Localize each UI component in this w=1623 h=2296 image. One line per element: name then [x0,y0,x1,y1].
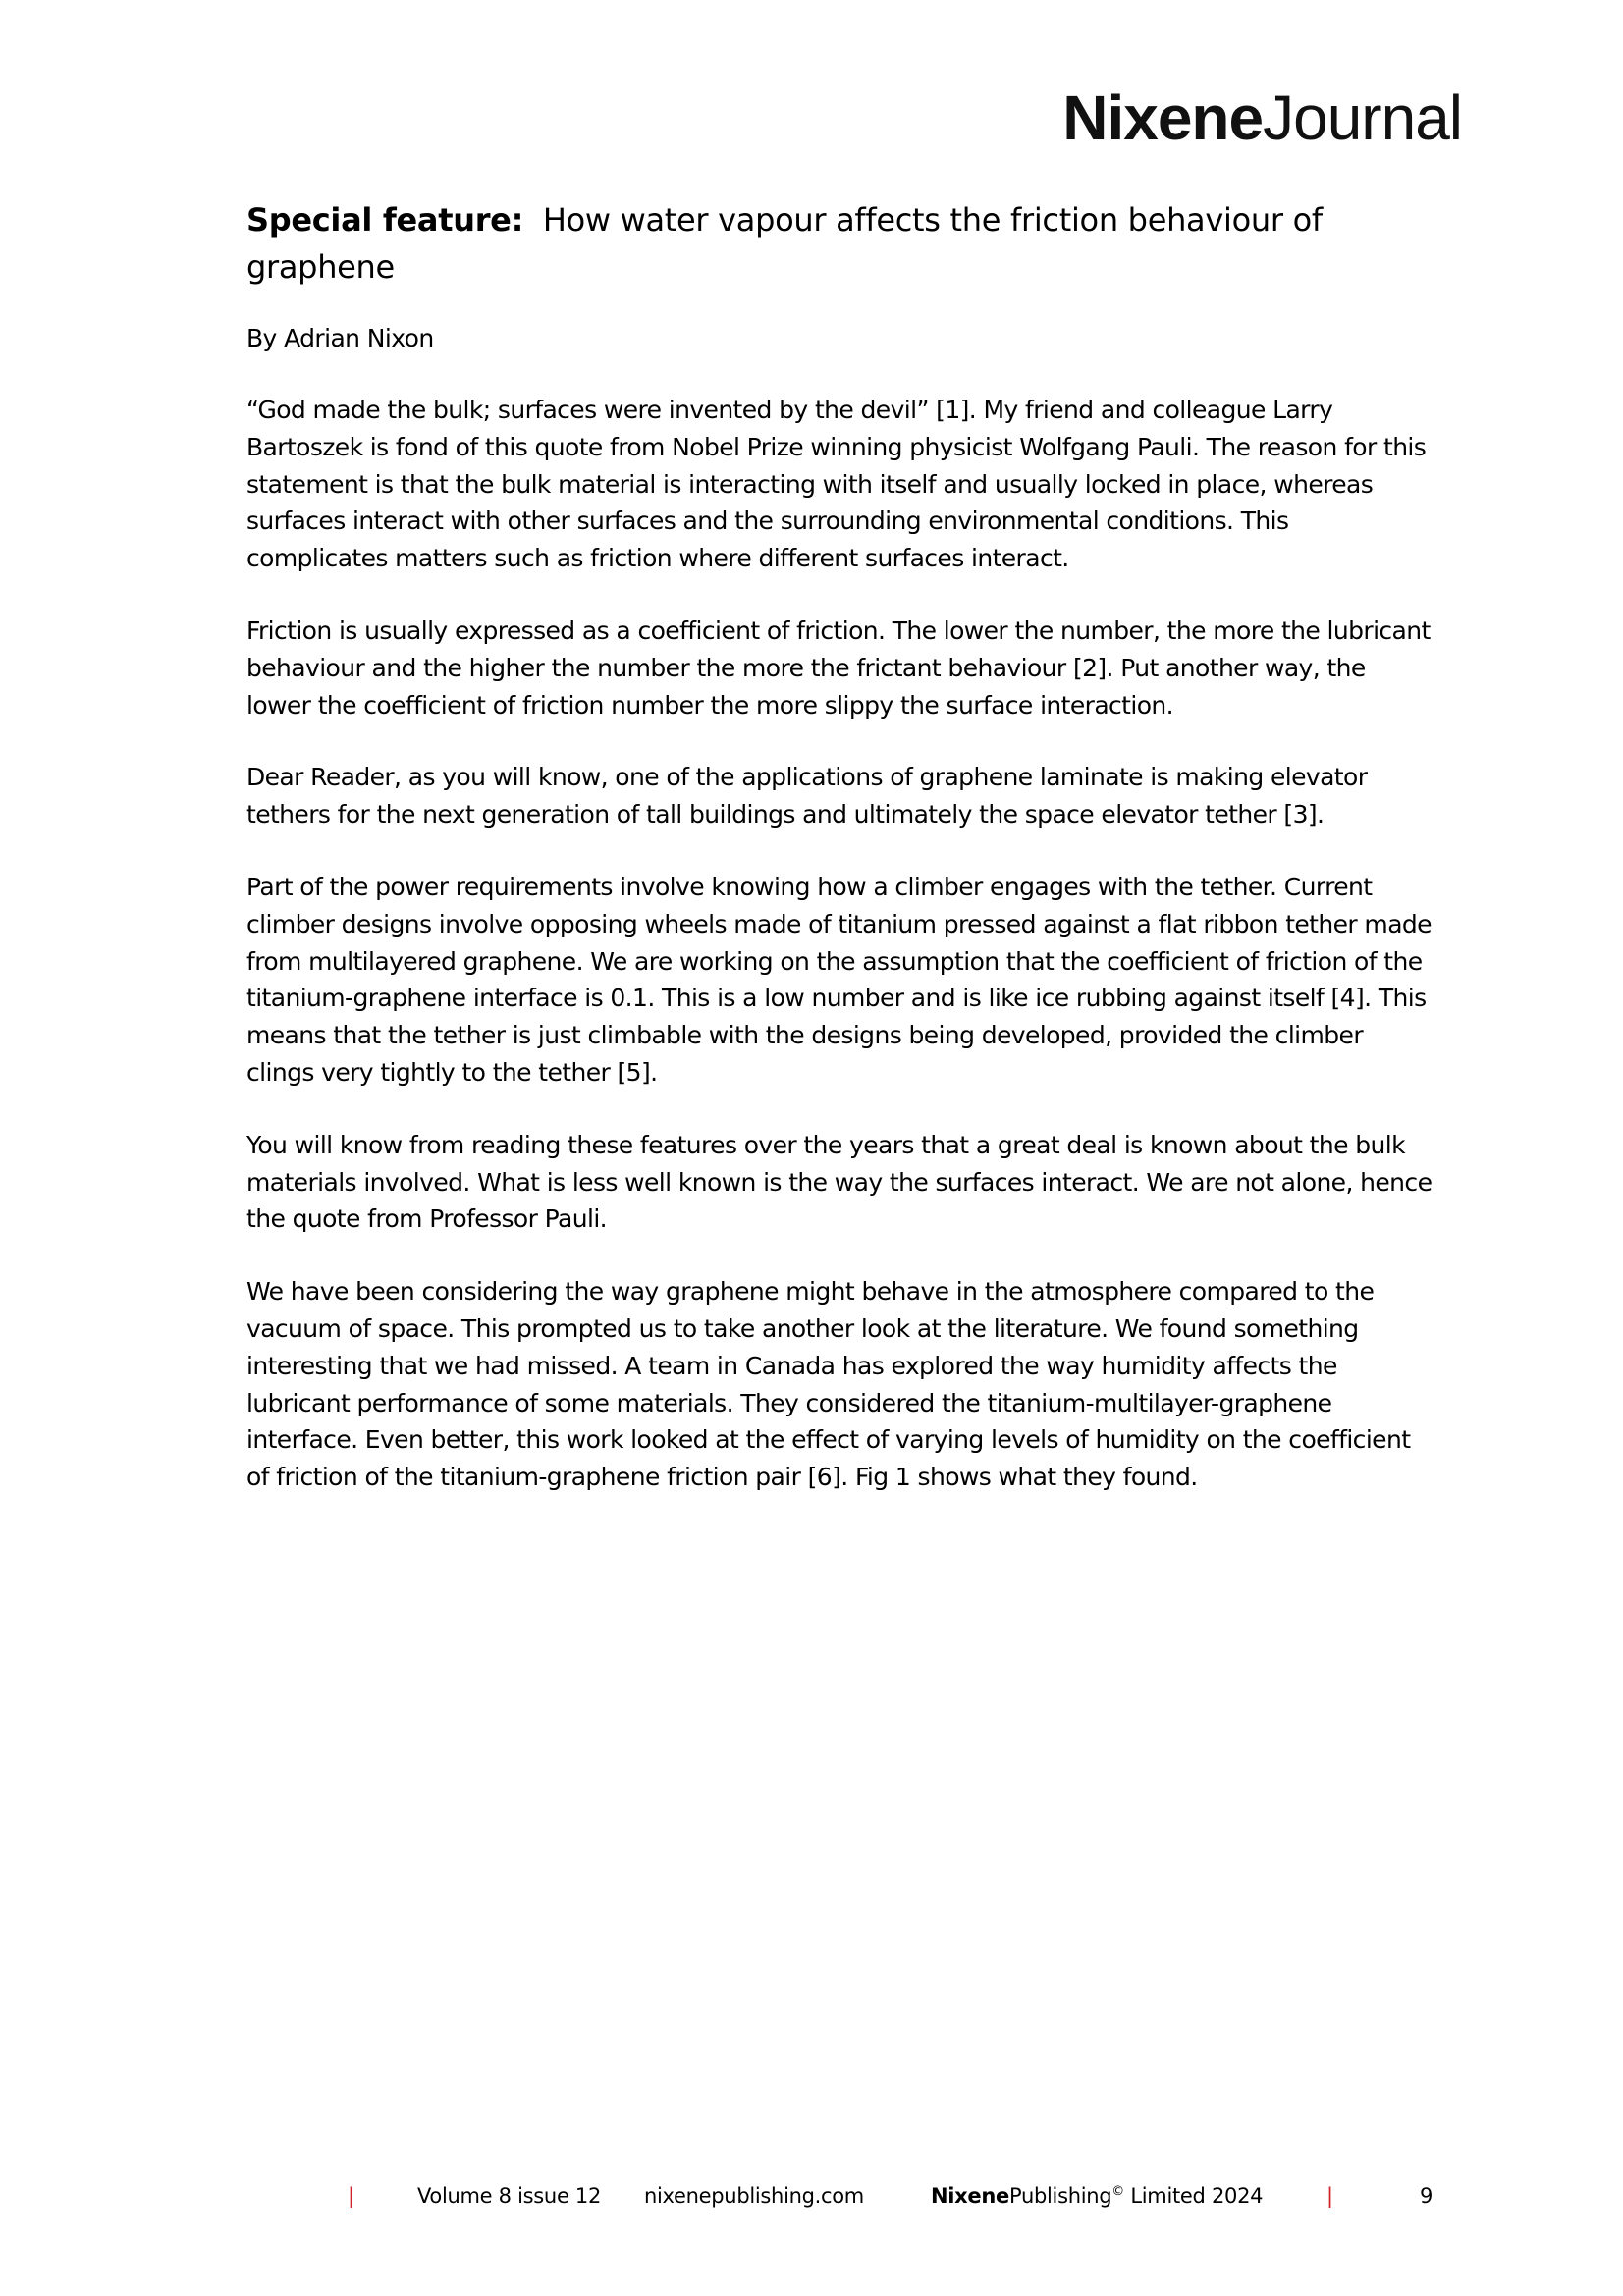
article-paragraph: Part of the power requirements involve knowing how a climber engages with the tether. Current climber designs involve opposing wheels made of titanium pressed against a flat ribbon tether made from multilayered graphene. We are working on the assumption that the coefficient of friction of the titanium-graphene interface is 0.1. This is a low number and is like ice rubbing against itself [4]. This means that the tether is just climbable with the designs being developed, provided the climber clings very tightly to the tether [5]. [246,872,1432,1087]
article [246,196,1434,1496]
article-title [246,196,1434,291]
article-paragraph: “God made the bulk; surfaces were invented by the devil” [1]. My friend and colleague Larry Bartoszek is fond of this quote from Nobel Prize winning physicist Wolfgang Pauli. The reason for this statement is that the bulk material is interacting with itself and usually locked in place, whereas surfaces interact with other surfaces and the surrounding environmental conditions. This complicates matters such as friction where different surfaces interact. [246,396,1427,573]
footer-separator-right: | [1326,2184,1333,2208]
page-footer [0,2181,1623,2211]
footer-publisher-rest: Publishing [1008,2184,1112,2208]
page-number: 9 [1420,2184,1434,2208]
journal-logo-journal: Journal [1263,82,1462,153]
footer-publisher-brand: Nixene [931,2184,1009,2208]
copyright-symbol: © [1111,2184,1124,2199]
article-title-text: How water vapour affects the friction behaviour of graphene [246,201,1323,286]
article-paragraph: We have been considering the way graphene might behave in the atmosphere compared to the vacuum of space. This prompted us to take another look at the literature. We found something interesting that we had missed. A team in Canada has explored the way humidity affects the lubricant performance of some materials. They considered the titanium-multilayer-graphene interface. Even better, this work looked at the effect of varying levels of humidity on the coefficient of friction of the titanium-graphene friction pair [6]. Fig 1 shows what they found. [246,1277,1411,1492]
article-paragraph: You will know from reading these features over the years that a great deal is known about the bulk materials involved. What is less well known is the way the surfaces interact. We are not alone, hence the quote from Professor Pauli. [246,1130,1433,1234]
footer-website: nixenepublishing.com [644,2184,864,2208]
footer-copyright [931,2181,1263,2211]
article-paragraph: Friction is usually expressed as a coefficient of friction. The lower the number, the more the lubricant behaviour and the higher the number the more the frictant behaviour [2]. Put another way, the lower the coefficient of friction number the more slippy the surface interaction. [246,615,1431,720]
article-byline: By Adrian Nixon [246,324,434,352]
feature-label: Special feature: [246,201,524,239]
journal-logo-brand: Nixene [1062,82,1264,153]
footer-copyright-text: Limited 2024 [1124,2184,1264,2208]
article-paragraph: Dear Reader, as you will know, one of the applications of graphene laminate is making elevator tethers for the next generation of tall buildings and ultimately the space elevator tether [3]. [246,763,1368,829]
footer-separator-left: | [348,2184,354,2208]
journal-logo [1062,82,1462,153]
footer-volume: Volume 8 issue 12 [417,2184,602,2208]
